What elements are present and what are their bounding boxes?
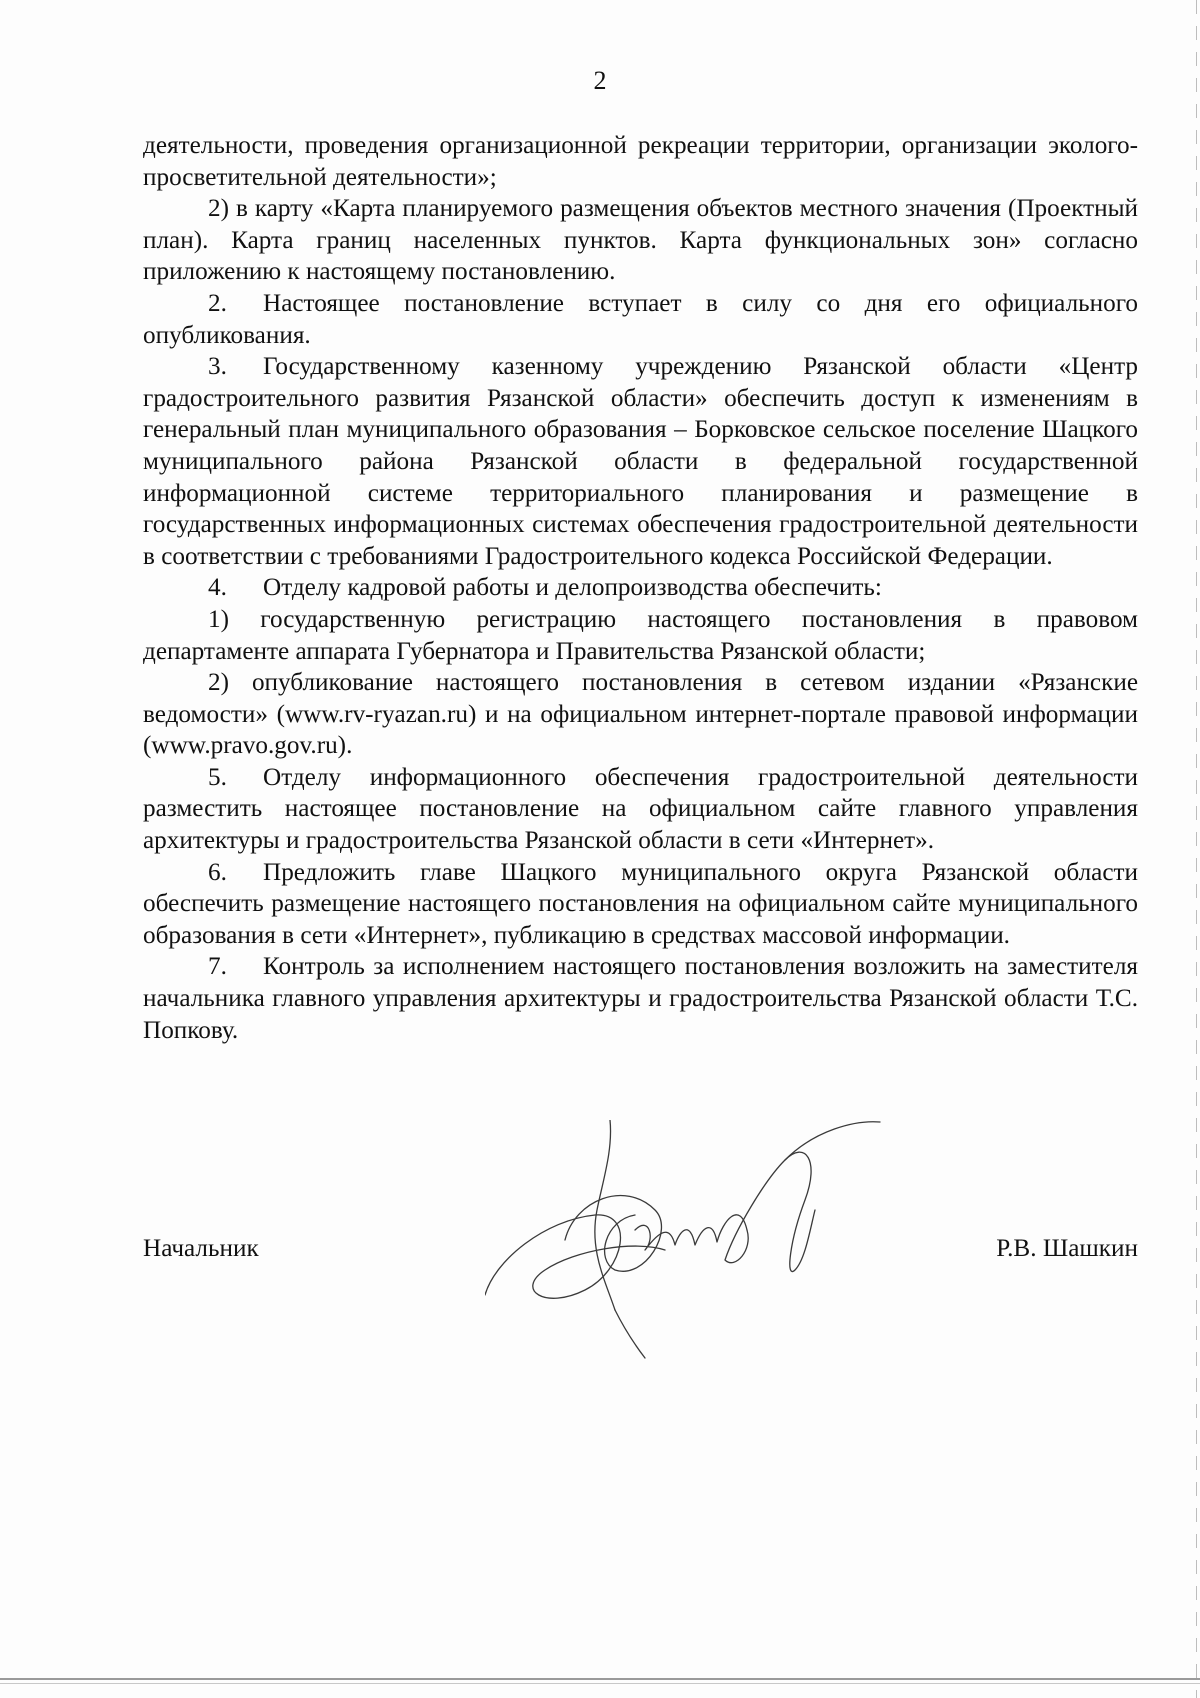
paragraph-continuation: [143, 130, 1138, 193]
scan-edge-right: [1196, 0, 1197, 1698]
item-number: 2.: [208, 289, 227, 317]
paragraph-subitem-4-1: [143, 604, 1138, 667]
paragraph-text: деятельности, проведения организационной рекреации территории, организации эколого-просветительной деятельности»;: [143, 132, 1138, 191]
signatory-name: Р.В. Шашкин: [996, 1235, 1138, 1262]
paragraph-text: Государственному казенному учреждению Рязанской области «Центр градостроительного развития Рязанской области» обеспечить доступ к изменениям в генеральный план муниципального образования – Борковское сельское поселение Шацкого муниципального района Рязанской области в федеральной государственной информационной системе территориального планирования и размещение в государственных информационных системах обеспечения градостроительной деятельности в соответствии с требованиями Градостроительного кодекса Российской Федерации.: [143, 353, 1138, 570]
paragraph-item-4: [143, 572, 1138, 604]
paragraph-item-3: [143, 351, 1138, 572]
page-number: 2: [593, 66, 607, 95]
paragraph-text: 1) государственную регистрацию настоящего постановления в правовом департаменте аппарата Губернатора и Правительства Рязанской области;: [143, 605, 1138, 665]
item-number: 5.: [208, 763, 227, 791]
paragraph-text: Отделу информационного обеспечения градостроительной деятельности разместить настоящее постановление на официальном сайте главного управления архитектуры и градостроительства Рязанской области в сети «Интернет».: [143, 763, 1138, 855]
paragraph-item-6: [143, 857, 1138, 952]
paragraph-subitem-4-2: [143, 667, 1138, 762]
item-number: 7.: [208, 953, 227, 981]
paragraph-text: Контроль за исполнением настоящего постановления возложить на заместителя начальника главного управления архитектуры и градостроительства Рязанской области Т.С. Попкову.: [143, 953, 1138, 1044]
paragraph-item-2: [143, 288, 1138, 351]
paragraph-text: Отделу кадровой работы и делопроизводства обеспечить:: [263, 574, 882, 602]
signature-block: [143, 1235, 1138, 1295]
paragraph-subitem-2: [143, 193, 1138, 288]
scan-edge-bottom-shadow: [0, 1683, 1200, 1684]
signatory-position: Начальник: [143, 1235, 259, 1262]
paragraph-item-7: [143, 951, 1138, 1046]
item-number: 6.: [208, 858, 227, 886]
paragraph-text: Настоящее постановление вступает в силу со дня его официального опубликования.: [143, 289, 1138, 349]
paragraph-text: Предложить главе Шацкого муниципального округа Рязанской области обеспечить размещение настоящего постановления на официальном сайте муниципального образования в сети «Интернет», публикацию в средствах массовой информации.: [143, 858, 1138, 949]
document-body: [143, 130, 1138, 1046]
paragraph-text: 2) в карту «Карта планируемого размещения объектов местного значения (Проектный план). Карта границ населенных пунктов. Карта функциональных зон» согласно приложению к настоящему постановлению.: [143, 195, 1138, 286]
paragraph-item-5: [143, 762, 1138, 857]
scan-edge-bottom: [0, 1678, 1200, 1680]
paragraph-text: 2) опубликование настоящего постановления в сетевом издании «Рязанские ведомости» (www.rv-ryazan.ru) и на официальном интернет-портале правовой информации (www.pravo.gov.ru).: [143, 669, 1138, 760]
item-number: 3.: [208, 353, 227, 381]
item-number: 4.: [208, 574, 227, 602]
